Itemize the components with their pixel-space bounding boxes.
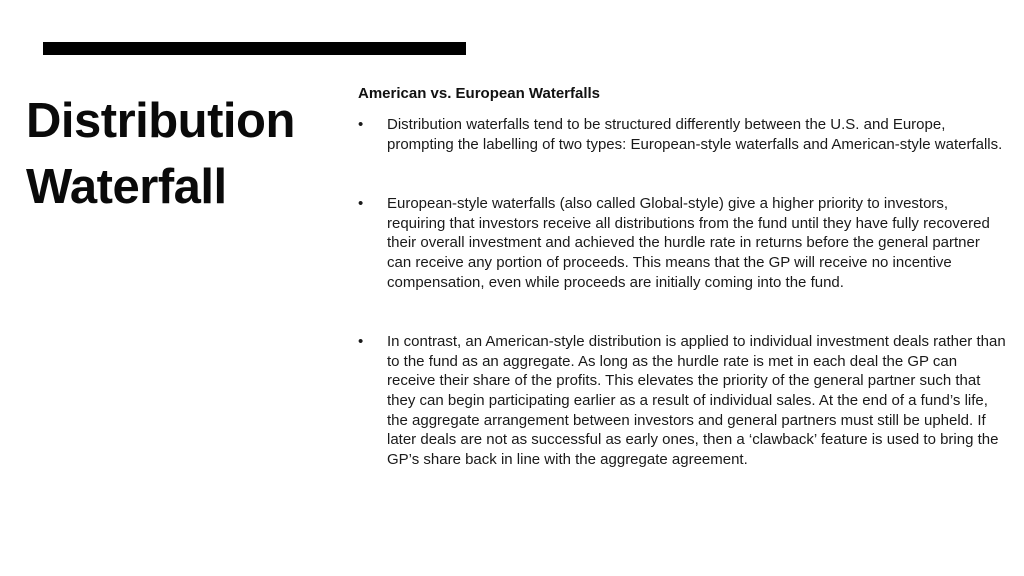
slide-title-line-2: Waterfall	[26, 160, 227, 214]
bullet-item-2	[358, 194, 1008, 292]
bullet-item-3	[358, 332, 1008, 469]
bullet-text: European-style waterfalls (also called Global-style) give a higher priority to investors, requiring that investors receive all distributions from the fund until they have fully recovered their overall investment and achieved the hurdle rate in returns before the general partner can receive any portion of proceeds. This means that the GP will receive no incentive compensation, even while proceeds are initially coming into the fund.	[387, 195, 990, 291]
accent-bar	[43, 42, 466, 55]
bullet-icon: •	[358, 333, 364, 351]
bullet-text: Distribution waterfalls tend to be structured differently between the U.S. and Europe, prompting the labelling of two types: European-style waterfalls and American-style waterfalls.	[387, 116, 1003, 153]
bullet-text: In contrast, an American-style distribution is applied to individual investment deals rather than to the fund as an aggregate. As long as the hurdle rate is met in each deal the GP can receive their share of the profits. This elevates the priority of the general partner such that they can begin participating earlier as a result of individual sales. At the end of a fund’s life, the aggregate arrangement between investors and general partners must still be upheld. If later deals are not as successful as early ones, then a ‘clawback’ feature is used to bring the GP’s share back in line with the aggregate agreement.	[387, 333, 1006, 468]
section-subheading: American vs. European Waterfalls	[358, 85, 601, 102]
slide-title	[26, 88, 346, 220]
bullet-icon: •	[358, 195, 364, 213]
content-area	[358, 84, 1008, 469]
slide-title-line-1: Distribution	[26, 94, 295, 148]
bullet-icon: •	[358, 116, 364, 133]
bullet-list	[358, 115, 1008, 469]
bullet-item-1	[358, 115, 1008, 154]
